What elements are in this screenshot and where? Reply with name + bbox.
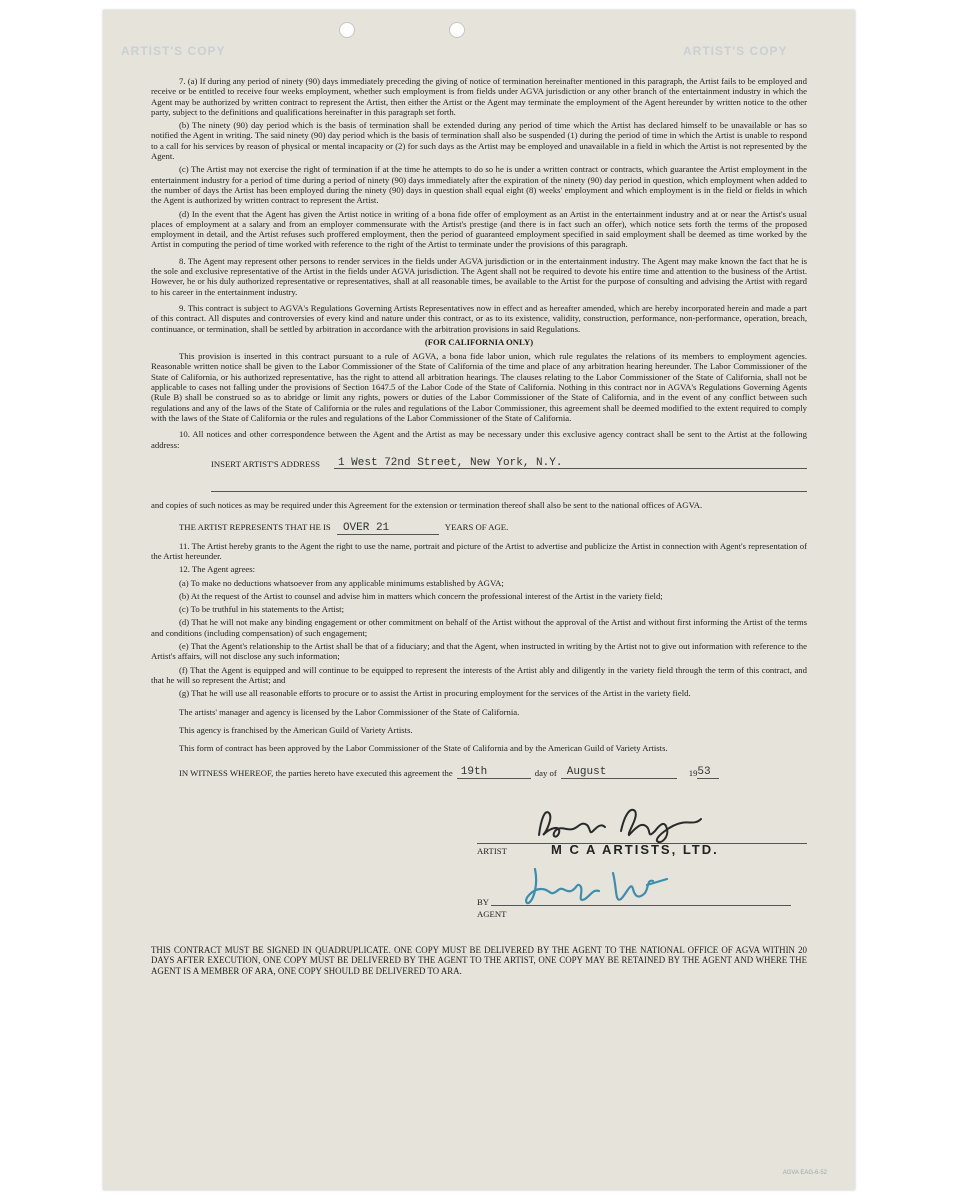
agree-item-d: (d) That he will not make any binding engagement or other commitment on behalf of the Artist without the approval of the Artist and without first informing the Artist of the terms and conditions (including compensation) of such engagement; [151, 617, 807, 638]
artist-label: ARTIST [477, 845, 507, 856]
punch-hole-right [449, 22, 465, 38]
agree-item-f: (f) That the Agent is equipped and will continue to be equipped to represent the interests of the Artist ably and diligently in the variety field through the term of this contract, and that he will so represent the Artist; and [151, 664, 807, 685]
witness-year[interactable]: 53 [697, 767, 719, 778]
paragraph-7c: (c) The Artist may not exercise the right of termination if at the time he attempts to do so he is under a written contract or contracts, which guarantee the Artist employment in the entertainment industry for a period of time during a period of ninety (90) days immediately after the expiration of the ninety (90) day period in question, which employment when added to the number of days the Artist has been employed during the ninety (90) days in question shall equal eight (8) weeks' employment and which employment is in the field or fields in which the Agent is authorized by written contract to represent the Artist. [151, 164, 807, 206]
age-value[interactable]: OVER 21 [337, 523, 439, 534]
witness-month[interactable]: August [561, 767, 677, 778]
copies-paragraph: and copies of such notices as may be required under this Agreement for the extension or termination thereof shall also be sent to the national offices of AGVA. [151, 500, 703, 511]
form-code: AGVA EAG-6-52 [782, 1170, 827, 1176]
ghost-header-left: ARTIST'S COPY [121, 44, 226, 58]
artist-signature-icon [531, 801, 751, 847]
california-heading: (FOR CALIFORNIA ONLY) [424, 336, 534, 347]
address-value[interactable]: 1 West 72nd Street, New York, N.Y. [334, 458, 807, 469]
witness-day[interactable]: 19th [457, 767, 531, 778]
witness-day-of: day of [534, 768, 557, 779]
paragraph-11: 11. The Artist hereby grants to the Agent the right to use the name, portrait and picture of the Artist to advertise and publicize the Artist in connection with Agent's representation of the Artist hereunder. [151, 540, 807, 561]
agree-item-e: (e) That the Agent's relationship to the Artist shall be that of a fiduciary; and that the Agent, when instructed in writing by the Artist not to give out information with reference to the Artist's affairs, will not disclose any such information; [151, 641, 807, 662]
witness-row [151, 767, 807, 778]
paragraph-9: 9. This contract is subject to AGVA's Regulations Governing Artists Representatives now in effect and as hereafter amended, which are hereby incorporated herein and made a part of this contract. All disputes and controversies of every kind and nature under this contract, or as to its existence, validity, construction, performance, non-performance, operation, breach, continuance, or termination, shall be settled by arbitration in accordance with the arbitration provisions in said Regulations. [151, 302, 807, 334]
agree-item-c: (c) To be truthful in his statements to the Artist; [179, 604, 344, 615]
paragraph-12-heading: 12. The Agent agrees: [179, 564, 256, 575]
age-prefix: THE ARTIST REPRESENTS THAT HE IS [179, 522, 331, 533]
california-paragraph: This provision is inserted in this contract pursuant to a rule of AGVA, a bona fide labor union, which rule regulates the relations of its members to employment agencies. Reasonable written notice shall be given to the Labor Commissioner of the State of California of the time and place of any arbitration hearing hereunder. The Labor Commissioner of the State of California, or his authorized representative, has the right to attend all arbitration hearings. The clauses relating to the Labor Commissioner of the State of California, shall not be applicable to cases not falling under the provisions of Section 1647.5 of the Labor Code of the State of California. Nothing in this contract nor in AGVA's Regulations Governing Agents (Rule B) shall be construed so as to abridge or limit any rights, powers or duties of the Labor Commissioner of the State of California, and in the event of any conflict between such regulations and any of the laws of the State of California or the rules and regulations of the Labor Commissioner, this agreement shall be deemed modified to the extent required to comply with the laws of the State of California or the rules and regulations of the Labor Commissioner of the State of California. [151, 351, 807, 423]
contract-body [151, 76, 807, 979]
witness-prefix: IN WITNESS WHEREOF, the parties hereto have executed this agreement the [179, 768, 453, 779]
age-row [179, 522, 807, 534]
agree-item-a: (a) To make no deductions whatsoever from any applicable minimums established by AGVA; [179, 577, 504, 588]
footer-instructions: THIS CONTRACT MUST BE SIGNED IN QUADRUPLICATE. ONE COPY MUST BE DELIVERED BY THE AGENT TO THE NATIONAL OFFICE OF AGVA WITHIN 20 DAYS AFTER EXECUTION, ONE COPY MUST BE DELIVERED BY THE AGENT TO THE ARTIST, ONE COPY MAY BE RETAINED BY THE AGENT AND WHERE THE AGENT IS A MEMBER OF ARA, ONE COPY SHOULD BE DELIVERED TO ARA. [151, 944, 807, 976]
punch-hole-left [339, 22, 355, 38]
address-row [151, 458, 807, 469]
agree-item-g: (g) That he will use all reasonable efforts to procure or to assist the Artist in procuring employment for the services of the Artist in the variety field. [179, 688, 691, 699]
agree-item-b: (b) At the request of the Artist to counsel and advise him in matters which concern the professional interest of the Artist in the variety field; [179, 590, 663, 601]
agent-signature-line [491, 905, 791, 906]
signature-area [151, 785, 807, 935]
witness-year-prefix: 19 [688, 768, 698, 779]
approved-line: This form of contract has been approved by the Labor Commissioner of the State of California and by the American Guild of Variety Artists. [179, 743, 668, 754]
by-label: BY [477, 896, 490, 907]
paragraph-8: 8. The Agent may represent other persons to render services in the fields under AGVA jurisdiction or in the entertainment industry. The Agent may make known the fact that he is the sole and exclusive representative of the Artist in the fields under AGVA jurisdiction. The Agent shall not be required to devote his entire time and attention to the business of the Artist. However, he or his duly authorized representative or representatives, shall at all reasonable times, be available to the Artist for the purpose of consulting and advising the Artist with regard to his career in the entertainment industry. [151, 255, 807, 297]
agent-label: AGENT [477, 908, 507, 919]
contract-page [103, 10, 855, 1190]
licensed-line: The artists' manager and agency is licensed by the Labor Commissioner of the State of California. [179, 706, 520, 717]
company-name: M C A ARTISTS, LTD. [551, 841, 719, 857]
address-label: INSERT ARTIST'S ADDRESS [211, 458, 320, 469]
ghost-header-right: ARTIST'S COPY [683, 44, 788, 58]
address-blank-line [211, 479, 807, 492]
paragraph-7b: (b) The ninety (90) day period which is the basis of termination shall be extended during any period of time which the Artist has declared himself to be unavailable or has so notified the Agent in writing. The said ninety (90) day period which is the basis of termination shall also be suspended (1) during the period of time in which the Artist is unable to respond to a call for his services by reason of physical or mental incapacity or (2) for such days as the Artist may be employed and unavailable in a field in which the Artist is not represented by the Agent. [151, 120, 807, 162]
age-suffix: YEARS OF AGE. [444, 522, 509, 533]
paragraph-10: 10. All notices and other correspondence between the Agent and the Artist as may be necessary under this exclusive agency contract shall be sent to the Artist at the following address: [151, 429, 807, 450]
franchised-line: This agency is franchised by the American Guild of Variety Artists. [179, 724, 413, 735]
paragraph-7d: (d) In the event that the Agent has given the Artist notice in writing of a bona fide offer of employment as an Artist in the entertainment industry and at or near the Artist's usual places of employment at a salary and from an employer commensurate with the Artist's prestige (and there is in fact such an offer), which notice sets forth the terms of the proposed employment in detail, and the Artist refuses such proffered employment, then the period of guaranteed employment specified in said employment shall be deemed as time worked by the Artist in computing the period of time worked with reference to the right of the Artist to terminate under the provisions of this paragraph. [151, 208, 807, 250]
paragraph-7a: 7. (a) If during any period of ninety (90) days immediately preceding the giving of notice of termination hereinafter mentioned in this paragraph, the Artist fails to be employed and receive or be entitled to receive four weeks employment, whether such employment is from fields under AGVA jurisdiction or any other branch of the entertainment industry in which the Agent may be authorized by written contract to represent the Artist, then either the Artist or the Agent may terminate the employment of the Agent hereunder by written notice to the other party, subject to the definitions and qualifications hereinafter in this paragraph set forth. [151, 76, 807, 117]
